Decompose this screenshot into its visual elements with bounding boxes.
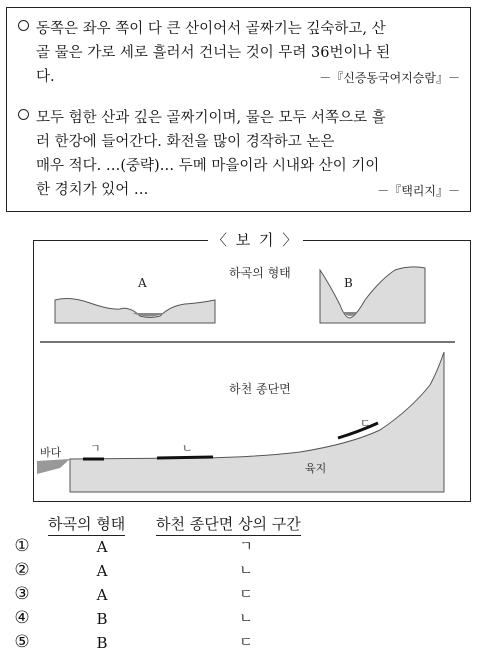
valley-a-label: A <box>138 276 147 290</box>
bogi-title: 〈 보 기 〉 <box>208 230 303 250</box>
quote-1-line-3: 다. <box>36 69 55 85</box>
option-form: A <box>96 586 108 604</box>
quote-1-line-1: 동쪽은 좌우 쪽이 다 큰 산이어서 골짜기는 깊숙하고, 산 <box>36 21 386 37</box>
answer-option-5[interactable] <box>12 632 472 656</box>
segment-2-label: ㄴ <box>182 442 193 455</box>
header-valley-form: 하곡의 형태 <box>48 514 125 536</box>
option-section: ㄴ <box>239 563 253 579</box>
answer-option-1[interactable] <box>12 536 472 560</box>
option-number: ③ <box>14 584 30 604</box>
land-label: 육지 <box>305 462 327 475</box>
segment-3-label: ㄷ <box>360 417 371 430</box>
option-number: ⑤ <box>14 632 30 652</box>
valley-title: 하곡의 형태 <box>229 266 291 280</box>
option-section: ㄱ <box>239 539 253 555</box>
header-river-section: 하천 종단면 상의 구간 <box>156 514 301 536</box>
segment-1-label: ㄱ <box>90 442 101 455</box>
quote-2-line-2: 러 한강에 들어간다. 화전을 많이 경작하고 논은 <box>36 134 335 150</box>
answer-option-4[interactable] <box>12 608 472 632</box>
quote-2-source: －『택리지』－ <box>377 184 460 198</box>
profile-title: 하천 종단면 <box>229 382 291 396</box>
valley-b-label: B <box>344 276 353 290</box>
profile-land <box>70 352 444 492</box>
segment-2 <box>157 457 213 458</box>
quote-2-line-1: 모두 험한 산과 깊은 골짜기이며, 물은 모두 서쪽으로 흘 <box>36 110 386 126</box>
answer-option-2[interactable] <box>12 560 472 584</box>
option-number: ② <box>14 560 30 580</box>
option-form: A <box>96 562 108 580</box>
option-form: B <box>96 634 108 652</box>
valley-a-shape <box>55 299 215 323</box>
sea-label: 바다 <box>40 446 62 459</box>
option-section: ㄷ <box>239 587 253 603</box>
profile-sea <box>37 459 70 474</box>
quote-2-line-3: 매우 적다. …(중략)… 두메 마을이라 시내와 산이 기이 <box>36 158 380 174</box>
quote-2-line-4: 한 경치가 있어 … <box>36 182 149 198</box>
quote-1-source: －『신증동국여지승람』－ <box>319 71 460 85</box>
answer-option-3[interactable] <box>12 584 472 608</box>
option-form: A <box>96 538 108 556</box>
option-form: B <box>96 610 108 628</box>
option-section: ㄷ <box>239 635 253 651</box>
option-number: ④ <box>14 608 30 628</box>
option-section: ㄴ <box>239 611 253 627</box>
option-number: ① <box>14 536 30 556</box>
quote-1-line-2: 골 물은 가로 세로 흘러서 건너는 것이 무려 36번이나 된 <box>36 45 391 61</box>
valley-b-shape <box>320 267 425 323</box>
